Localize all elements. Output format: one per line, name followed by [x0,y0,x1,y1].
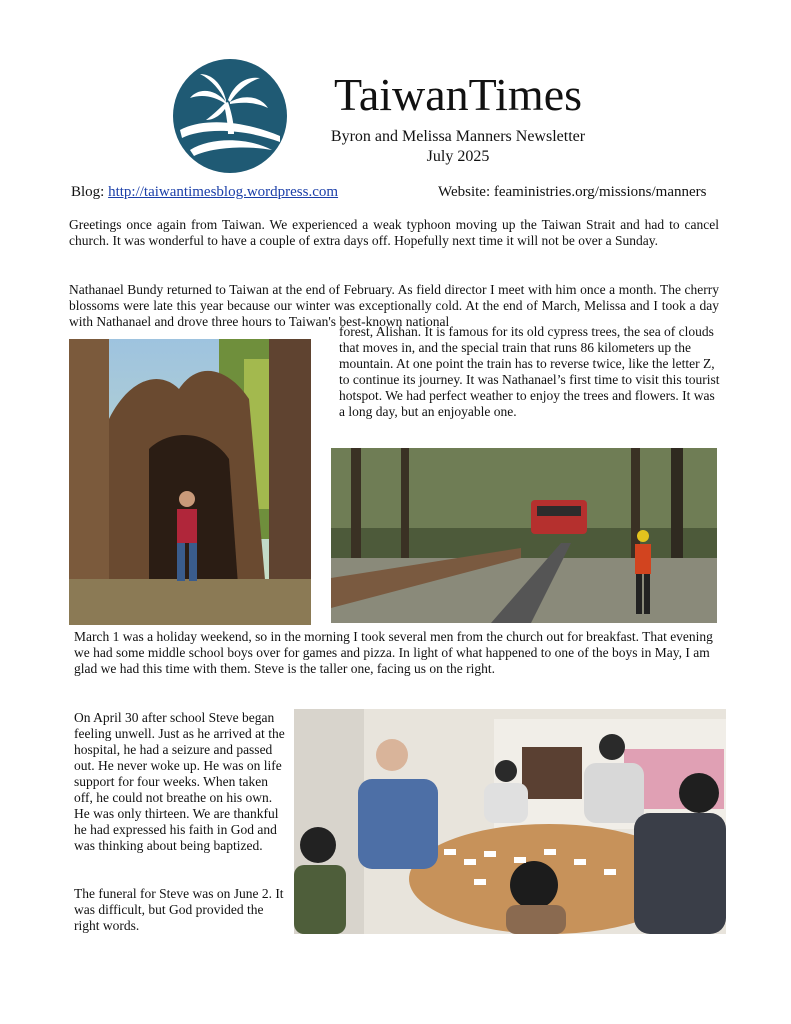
newsletter-subtitle: Byron and Melissa Manners Newsletter [330,128,586,145]
photo-boys-playing-game [294,709,726,934]
blog-label: Blog: [71,184,109,200]
paragraph-funeral: The funeral for Steve was on June 2. It was difficult, but God provided the right words. [74,886,284,933]
blog-line [71,184,338,201]
paragraph-alishan-continued: forest, Alishan. It is famous for its old cypress trees, the sea of clouds that moves in, and the special train that runs 86 kilometers up the mountain. At one point the train has to reverse twice, like the letter Z, to continue its journey. It was Nathanael’s first time to visit this tourist hotspot. We had perfect weather to enjoy the trees and flowers. It was a long day, but an enjoyable one. [339,324,720,419]
paragraph-typhoon: Greetings once again from Taiwan. We experienced a weak typhoon moving up the Taiwan Strait and had to cancel church. It was wonderful to have a couple of extra days off. Hopefully next time it will not be over a Sunday. [69,217,719,248]
newsletter-title: TaiwanTimes [333,69,583,120]
issue-date: July 2025 [426,148,490,165]
website-line: Website: feaministries.org/missions/manners [438,184,707,200]
logo [172,58,288,174]
photo-giant-cypress-tree [69,339,311,625]
paragraph-alishan-intro: Nathanael Bundy returned to Taiwan at the end of February. As field director I meet with him once a month. The cherry blossoms were late this year because our winter was exceptionally cold. At the end of March, Melissa and I took a day with Nathanael and drove three hours to Taiwan's best-known national [69,282,719,329]
paragraph-steve: On April 30 after school Steve began feeling unwell. Just as he arrived at the hospital, he had a seizure and passed out. He never woke up. He was on life support for four weeks. When taken off, he could not breathe on his own. He was only thirteen. We are thankful he had expressed his faith in God and was thinking about being baptized. [74,710,285,853]
paragraph-holiday-weekend: March 1 was a holiday weekend, so in the morning I took several men from the church out for breakfast. That evening we had some middle school boys over for games and pizza. In light of what happened to one of the boys in May, I am glad we had this time with them. Steve is the taller one, facing us on the right. [74,629,713,676]
blog-link[interactable]: http://taiwantimesblog.wordpress.com [108,184,339,200]
photo-alishan-train [331,448,717,623]
palm-island-logo-icon [172,58,288,174]
